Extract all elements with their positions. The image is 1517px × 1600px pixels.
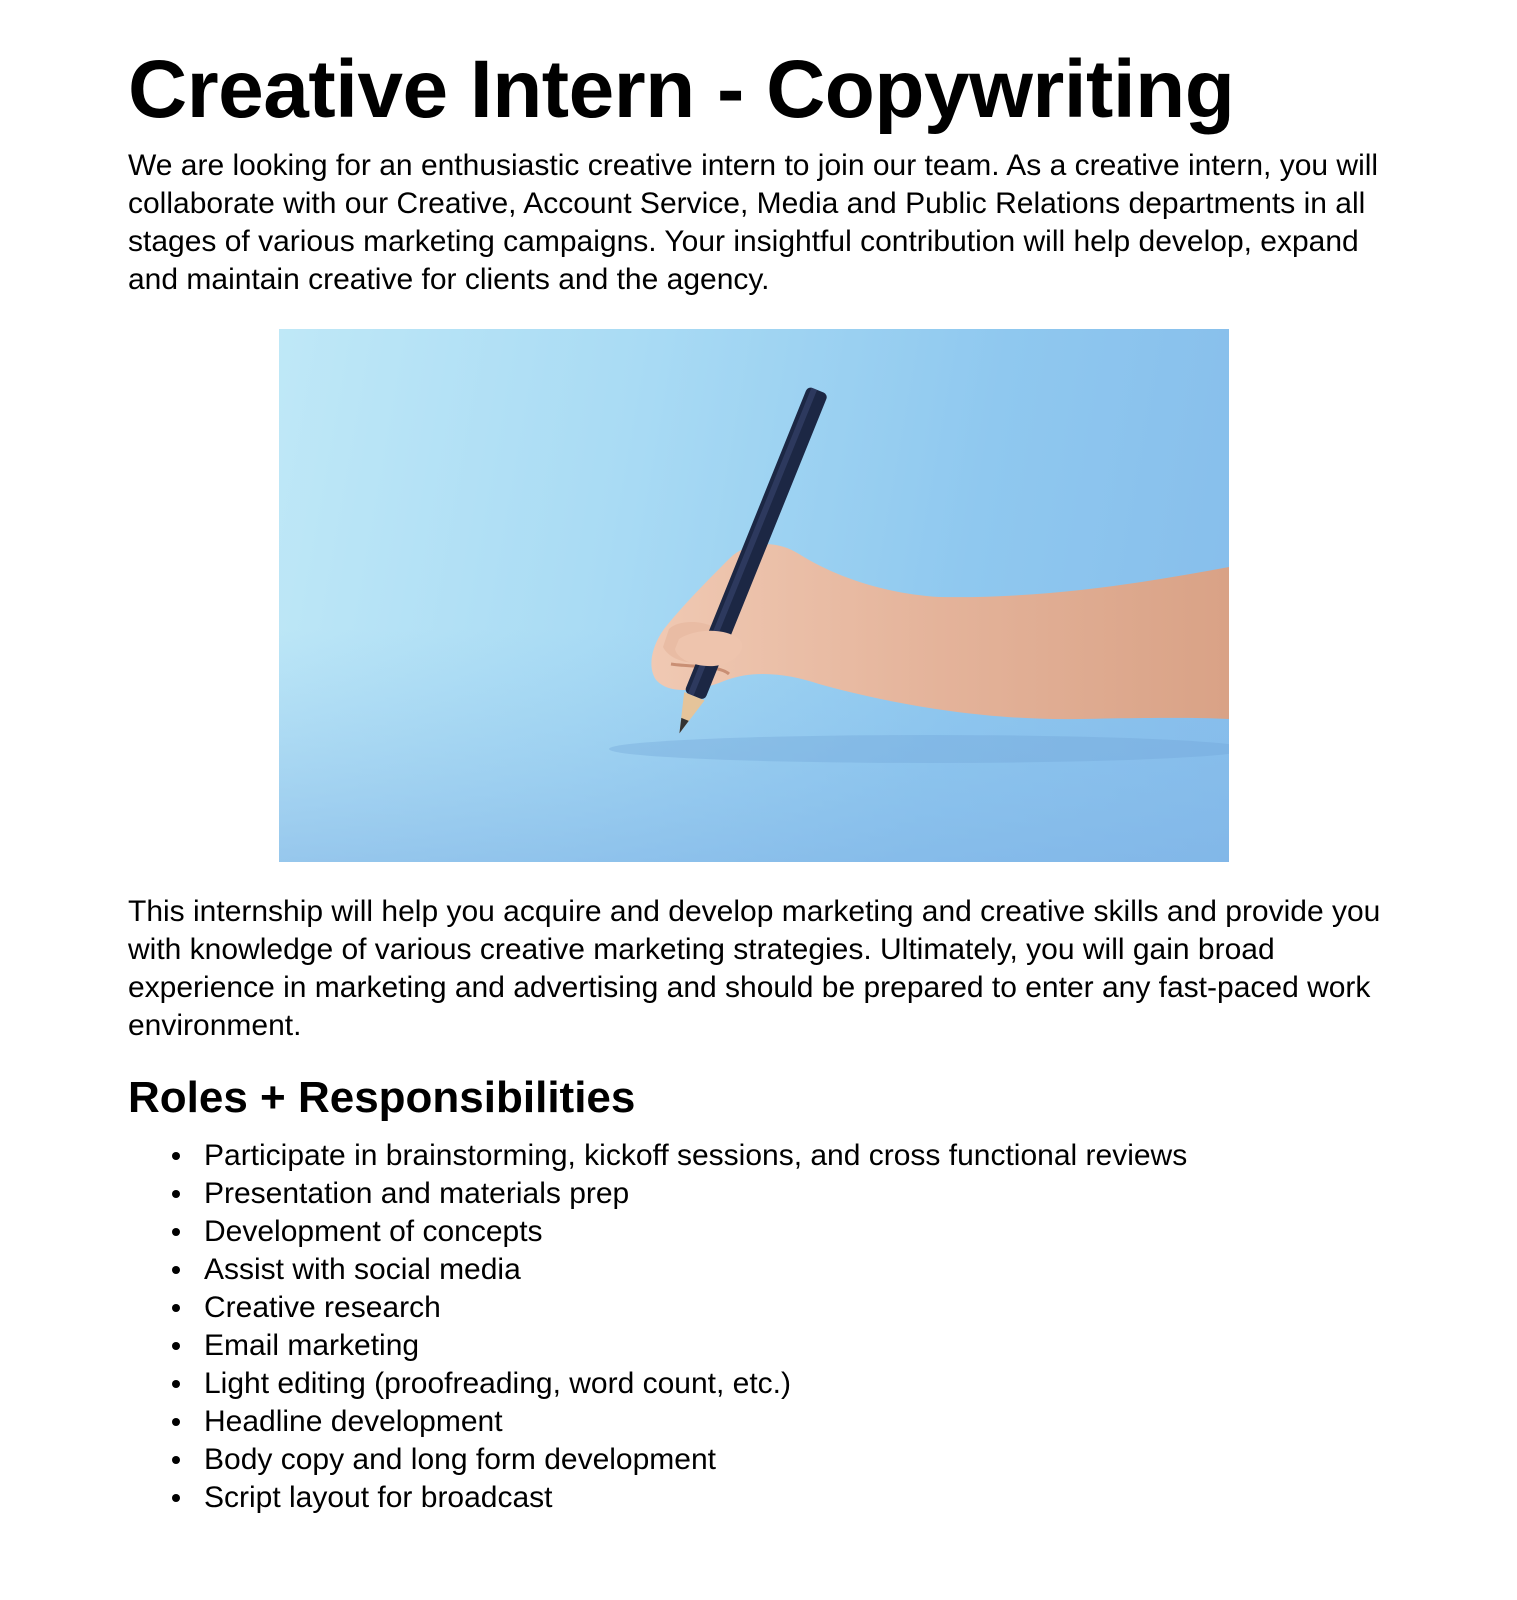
bullet-icon (172, 1418, 180, 1426)
bullet-icon (172, 1190, 180, 1198)
list-item: Headline development (204, 1403, 1187, 1441)
list-item: Email marketing (204, 1327, 1187, 1365)
bullet-icon (172, 1380, 180, 1388)
list-item: Participate in brainstorming, kickoff sessions, and cross functional reviews (204, 1137, 1187, 1175)
bullet-icon (172, 1342, 180, 1350)
bullet-icon (172, 1152, 180, 1160)
hero-image (279, 329, 1229, 862)
list-item: Script layout for broadcast (204, 1479, 1187, 1517)
intro-paragraph: We are looking for an enthusiastic creative intern to join our team. As a creative intern, you will collaborate with our Creative, Account Service, Media and Public Relations departments in all stages of various marketing campaigns. Your insightful contribution will help develop, expand and maintain creative for clients and the agency. (128, 149, 1379, 296)
list-item: Light editing (proofreading, word count, etc.) (204, 1365, 1187, 1403)
bullet-icon (172, 1304, 180, 1312)
roles-list (128, 1137, 1187, 1517)
list-item: Presentation and materials prep (204, 1175, 1187, 1213)
bullet-icon (172, 1228, 180, 1236)
list-item: Body copy and long form development (204, 1441, 1187, 1479)
list-item: Creative research (204, 1289, 1187, 1327)
body-paragraph: This internship will help you acquire and develop marketing and creative skills and provide you with knowledge of various creative marketing strategies. Ultimately, you will gain broad experience in marketing and advertising and should be prepared to enter any fast-paced work environment. (128, 895, 1381, 1042)
list-item: Development of concepts (204, 1213, 1187, 1251)
bullet-icon (172, 1266, 180, 1274)
bullet-icon (172, 1494, 180, 1502)
hand-holding-pencil-illustration (279, 329, 1229, 862)
page-title: Creative Intern - Copywriting (128, 44, 1235, 135)
list-item: Assist with social media (204, 1251, 1187, 1289)
bullet-icon (172, 1456, 180, 1464)
roles-heading: Roles + Responsibilities (128, 1073, 636, 1122)
